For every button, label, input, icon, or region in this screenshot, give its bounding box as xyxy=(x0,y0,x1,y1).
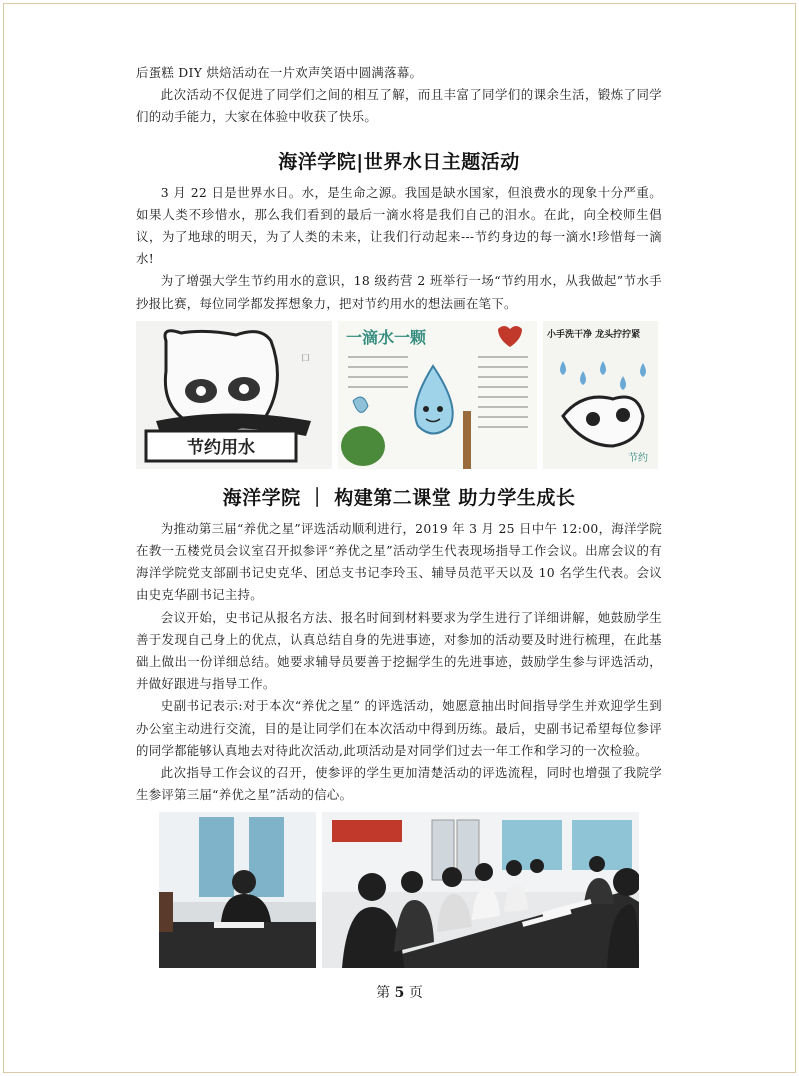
poster-image-row xyxy=(136,321,662,469)
intro-paragraph-1: 后蛋糕 DIY 烘焙活动在一片欢声笑语中圆满落幕。 xyxy=(136,65,423,80)
section2-paragraph-1: 为推动第三届“养优之星”评选活动顺利进行，2019 年 3 月 25 日中午 12:00，海洋学院在教一五楼党员会议室召开拟参评“养优之星”活动学生代表现场指导工作会议。出席会议的有海洋学院党支部副书记史克华、团总支书记李玲玉、辅导员范平天以及 10 名学生代表。会议由史克华副书记主持。 xyxy=(136,520,663,603)
section-title-world-water-day: 海洋学院|世界水日主题活动 xyxy=(278,150,520,173)
intro-paragraph-2: 此次活动不仅促进了同学们之间的相互了解，而且丰富了同学们的课余生活，锻炼了同学们的动手能力，大家在体验中收获了快乐。 xyxy=(136,87,662,125)
page-content xyxy=(136,62,662,968)
svg-text:小手洗干净 龙头拧拧紧: 小手洗干净 龙头拧拧紧 xyxy=(547,329,641,340)
poster-image-washing-hands xyxy=(543,321,658,469)
section2-paragraph-2: 会议开始，史书记从报名方法、报名时间到材料要求为学生进行了详细讲解，她鼓励学生善于发现自己身上的优点，认真总结自身的先进事迹，对参加的活动要及时进行梳理，在此基础上做出一份详细总结。她要求辅导员要善于挖掘学生的先进事迹，鼓励学生参与评选活动，并做好跟进与指导工作。 xyxy=(136,609,662,692)
svg-text:一滴水一颗: 一滴水一颗 xyxy=(346,327,427,347)
section1-paragraph-2: 为了增强大学生节约用水的意识，18 级药营 2 班举行一场“节约用水，从我做起”节水手抄报比赛，每位同学都发挥想象力，把对节约用水的想法画在笔下。 xyxy=(136,273,662,311)
section2-paragraph-4: 此次指导工作会议的召开，使参评的学生更加清楚活动的评选流程，同时也增强了我院学生参评第三届“养优之星”活动的信心。 xyxy=(136,765,662,803)
svg-text:口: 口 xyxy=(301,353,311,364)
meeting-photo-row xyxy=(159,812,662,968)
poster-image-water-drop xyxy=(338,321,537,469)
section-title-second-classroom: 海洋学院 ｜ 构建第二课堂 助力学生成长 xyxy=(222,486,576,509)
svg-text:节约用水: 节约用水 xyxy=(187,437,255,458)
meeting-photo-small xyxy=(159,812,316,968)
page-number xyxy=(0,982,799,1002)
svg-text:节约: 节约 xyxy=(628,452,648,464)
poster-image-panda xyxy=(136,321,332,469)
meeting-photo-large xyxy=(322,812,639,968)
page-number-value: 5 xyxy=(394,985,405,1001)
section1-paragraph-1: 3 月 22 日是世界水日。水，是生命之源。我国是缺水国家，但浪费水的现象十分严重。如果人类不珍惜水，那么我们看到的最后一滴水将是我们自己的泪水。在此，向全校师生倡议，为了地球的明天，为了人类的未来，让我们行动起来---节约身边的每一滴水!珍惜每一滴水! xyxy=(136,184,662,267)
page-number-prefix: 第 xyxy=(376,985,391,1001)
section2-paragraph-3: 史副书记表示:对于本次“养优之星” 的评选活动，她愿意抽出时间指导学生并欢迎学生到办公室主动进行交流，目的是让同学们在本次活动中得到历练。最后，史副书记希望每位参评的同学都能够认真地去对待此次活动,此项活动是对同学们过去一年工作和学习的一次检验。 xyxy=(136,698,662,758)
page-number-suffix: 页 xyxy=(408,985,423,1001)
